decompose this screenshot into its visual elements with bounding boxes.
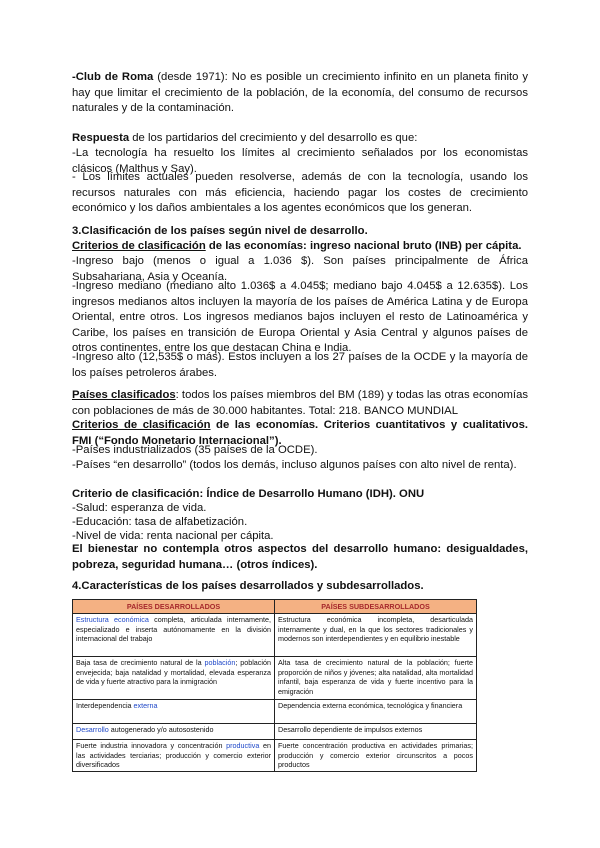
cell-text: Interdependencia bbox=[76, 701, 134, 710]
cell-text: autogenerado y/o autosostenido bbox=[108, 725, 214, 734]
ingreso-alto: -Ingreso alto (12,535$ o más). Estos incluyen a los 27 países de la OCDE y la mayoría de los países petroleros árabes. bbox=[72, 351, 528, 379]
table-cell: Desarrollo dependiente de impulsos externos bbox=[275, 724, 477, 740]
club-de-roma-label: -Club de Roma bbox=[72, 71, 154, 83]
table-row bbox=[73, 657, 477, 700]
ingreso-mediano: -Ingreso mediano (mediano alto 1.036$ a 4.045$; mediano bajo 4.045$ a 12.635$). Los ingresos medianos altos incluyen la mayoría de los países de América Latina y de Europa Oriental, entre otros. Los ingresos medianos bajos incluyen el resto de Latinoamérica y Caribe, los países en transición de Europa Oriental y Asia Central y algunos países de otros continentes, entre los que destacan China e India. bbox=[72, 280, 528, 354]
table-row bbox=[73, 724, 477, 740]
table-row bbox=[73, 614, 477, 657]
table-cell bbox=[73, 614, 275, 657]
respuesta-intro bbox=[72, 131, 528, 147]
header-desarrollados: PAÍSES DESARROLLADOS bbox=[73, 600, 275, 614]
criteria-2-rest: de las economías. Criterios cuantitativos y cualitativos. FMI (“Fondo Monetario Internacional”). bbox=[72, 419, 529, 447]
bienestar-note: El bienestar no contempla otros aspectos del desarrollo humano: desigualdades, pobreza, seguridad humana… (otros índices). bbox=[72, 543, 528, 571]
table-cell: Alta tasa de crecimiento natural de la población; fuerte proporción de niños y jóvenes; alta natalidad, alta mortalidad infantil, baja esperanza de vida y fuerte incentivo para la emigración bbox=[275, 657, 477, 700]
table-cell: Dependencia externa económica, tecnológica y financiera bbox=[275, 700, 477, 724]
idh-nivel-vida: -Nivel de vida: renta nacional per cápita. bbox=[72, 530, 274, 542]
cell-text: Fuerte industria innovadora y concentración bbox=[76, 741, 227, 750]
header-subdesarrollados: PAÍSES SUBDESARROLLADOS bbox=[275, 600, 477, 614]
idh-salud: -Salud: esperanza de vida. bbox=[72, 502, 207, 514]
club-de-roma-paragraph bbox=[72, 70, 528, 117]
paises-clasificados-label: Países clasificados bbox=[72, 389, 176, 401]
criteria-2-label: Criterios de clasificación bbox=[72, 419, 211, 431]
table-cell bbox=[73, 657, 275, 700]
link-poblacion[interactable]: población bbox=[204, 658, 236, 667]
table-row bbox=[73, 700, 477, 724]
section-4-heading: 4.Características de los países desarrollados y subdesarrollados. bbox=[72, 580, 424, 592]
cell-text: en las actividades terciarias; producción y comercio exterior diversificados bbox=[76, 741, 271, 770]
idh-heading: Criterio de clasificación: Índice de Desarrollo Humano (IDH). ONU bbox=[72, 488, 425, 500]
criteria-1 bbox=[72, 239, 528, 255]
cell-text: completa, articulada internamente, especializado e inserta autónomamente en la división internacional del trabajo bbox=[76, 615, 271, 644]
cell-text: Baja tasa de crecimiento natural de la bbox=[76, 658, 205, 667]
paises-clasificados bbox=[72, 388, 528, 419]
criteria-1-label: Criterios de clasificación bbox=[72, 240, 206, 252]
respuesta-point-2: - Los límites actuales pueden resolverse, además de con la tecnología, usando los recursos naturales con más eficiencia, haciendo pagar los costes de crecimiento económico y los daños ambientales a los agentes económicos que los generan. bbox=[72, 171, 528, 214]
idh-educacion: -Educación: tasa de alfabetización. bbox=[72, 516, 248, 528]
table-cell: Estructura económica incompleta, desarticulada internamente y dual, en la que los sectores tradicionales y modernos son interdependientes y en equilibrio inestable bbox=[275, 614, 477, 657]
criteria-1-rest: de las economías: ingreso nacional bruto (INB) per cápita. bbox=[205, 240, 522, 252]
table-row bbox=[73, 740, 477, 772]
link-externa[interactable]: externa bbox=[133, 701, 158, 710]
paises-industrializados: -Países industrializados (35 países de la OCDE). bbox=[72, 444, 318, 456]
paises-en-desarrollo: -Países “en desarrollo” (todos los demás, incluso algunos países con alto nivel de renta). bbox=[72, 459, 517, 471]
comparison-table bbox=[72, 599, 477, 772]
cell-text: ; población envejecida; baja natalidad y mortalidad, elevada esperanza de vida y fuerte atractivo para la inmigración bbox=[76, 658, 271, 687]
club-de-roma-text: (desde 1971): No es posible un crecimiento infinito en un planeta finito y hay que limitar el crecimiento de la población, de la economía, del consumo de recursos naturales y de la contaminación. bbox=[72, 71, 528, 114]
respuesta-point-1: -La tecnología ha resuelto los límites al crecimiento señalados por los economistas clásicos (Malthus y Say). bbox=[72, 147, 528, 175]
respuesta-intro-text: de los partidarios del crecimiento y del desarrollo es que: bbox=[129, 132, 418, 144]
table-cell bbox=[73, 724, 275, 740]
table-cell bbox=[73, 740, 275, 772]
table-header-row bbox=[73, 600, 477, 614]
section-3-heading: 3.Clasificación de los países según nivel de desarrollo. bbox=[72, 225, 368, 237]
table-cell: Fuerte concentración productiva en actividades primarias; producción y comercio exterior circunscritos a pocos productos bbox=[275, 740, 477, 772]
link-estructura-economica[interactable]: Estructura económica bbox=[76, 615, 149, 624]
respuesta-label: Respuesta bbox=[72, 132, 130, 144]
ingreso-bajo: -Ingreso bajo (menos o igual a 1.036 $). Son países principalmente de África Subsahariana, Asia y Oceanía. bbox=[72, 255, 528, 283]
link-desarrollo[interactable]: Desarrollo bbox=[76, 725, 109, 734]
table-cell bbox=[73, 700, 275, 724]
paises-clasificados-text: : todos los países miembros del BM (189) y todas las otras economías con poblaciones de más de 30.000 habitantes. Total: 218. BANCO MUNDIAL bbox=[72, 389, 529, 417]
link-productiva[interactable]: productiva bbox=[226, 741, 260, 750]
